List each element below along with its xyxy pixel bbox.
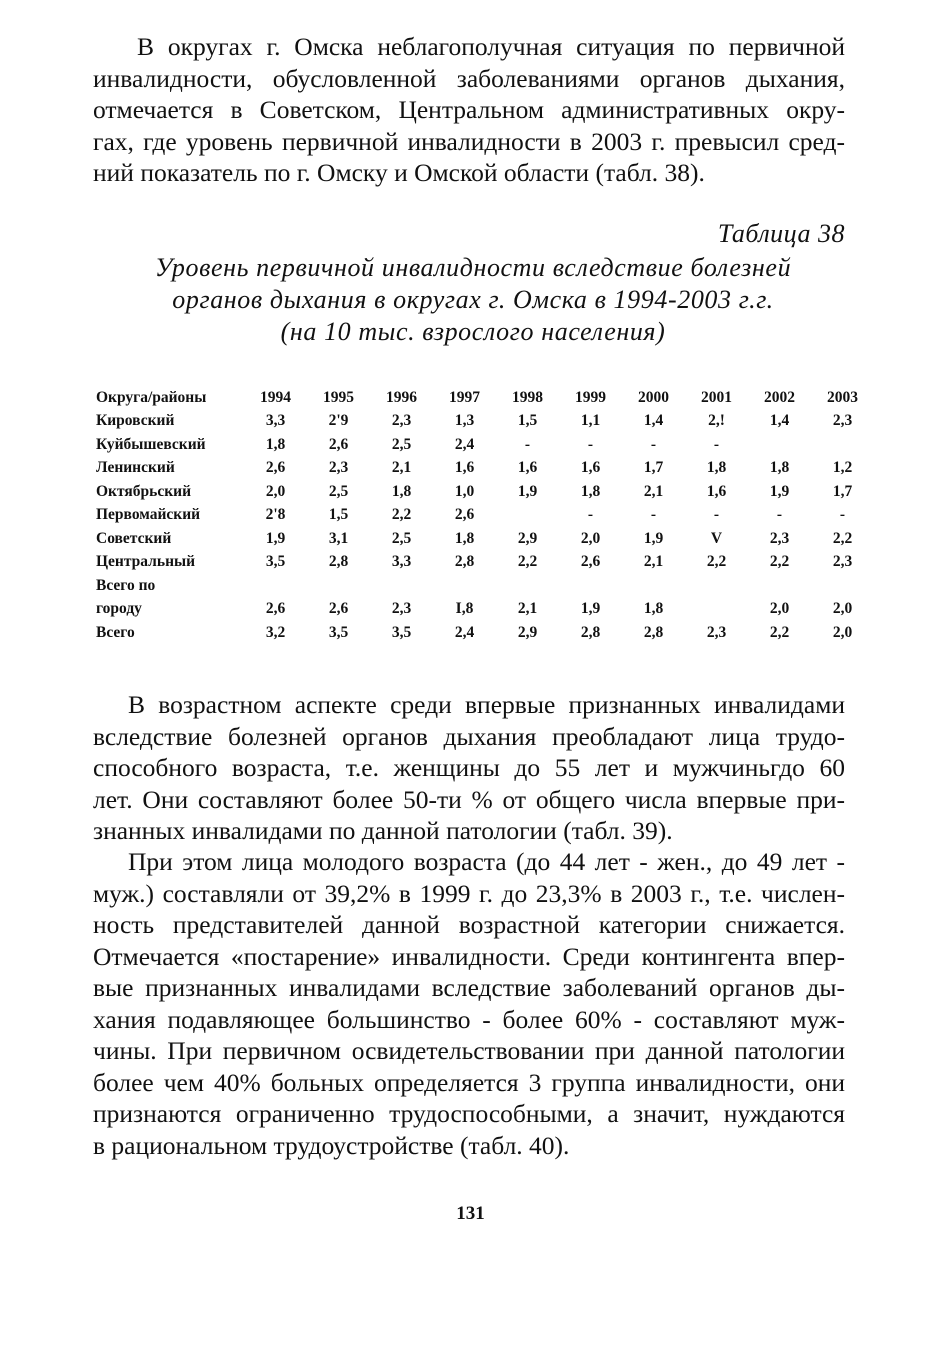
value-cell: 2,0 [580, 529, 601, 547]
value-cell: 2,4 [454, 435, 475, 453]
text-line: гах, где уровень первичной инвалидности в 2003 г. превысил сред- [93, 126, 845, 156]
header-cell: 2002 [764, 388, 795, 406]
value-cell [433, 574, 496, 598]
value-cell [811, 574, 874, 598]
value-cell: 1,3 [454, 412, 475, 430]
value-cell: 2,0 [265, 482, 286, 500]
value-cell: 1,5 [517, 412, 538, 430]
table-row [96, 410, 874, 434]
value-cell: 2,2 [391, 506, 412, 524]
table-row [96, 433, 874, 457]
value-cell: 1,5 [328, 506, 349, 524]
table-row [96, 504, 874, 528]
value-cell: 2'8 [265, 506, 286, 524]
value-cell: 2,3 [391, 412, 412, 430]
value-cell: 1,1 [580, 412, 601, 430]
paragraph-2 [93, 689, 845, 847]
table-body [96, 410, 874, 645]
row-label-cell: городу [96, 600, 142, 618]
value-cell: 1,7 [643, 459, 664, 477]
value-cell [496, 504, 559, 528]
value-cell: - [776, 506, 783, 524]
value-cell: 2,9 [517, 529, 538, 547]
value-cell: 2,2 [517, 553, 538, 571]
text-line: ность представителей данной возрастной категории снижается. [93, 910, 845, 939]
value-cell: 2,3 [769, 529, 790, 547]
value-cell: 2,9 [517, 623, 538, 641]
text-line: инвалидности, обусловленной заболеваниями органов дыхания, [93, 63, 845, 93]
page-number: 131 [456, 1203, 485, 1224]
text-line: лет. Они составляют более 50-ти % от общего числа впервые при- [93, 784, 845, 814]
value-cell: 1,6 [706, 482, 727, 500]
value-cell: - [587, 435, 594, 453]
value-cell: 1,8 [454, 529, 475, 547]
value-cell: 2,4 [454, 623, 475, 641]
header-cell: 2003 [827, 388, 858, 406]
value-cell: - [713, 506, 720, 524]
value-cell: 2,3 [706, 623, 727, 641]
text-line: муж.) составляли от 39,2% в 1999 г. до 23,3% в 2003 г., т.е. числен- [93, 878, 845, 908]
value-cell: 2,6 [454, 506, 475, 524]
header-cell: 1995 [323, 388, 354, 406]
value-cell [811, 433, 874, 457]
value-cell: 2,1 [643, 482, 664, 500]
value-cell: 1,8 [580, 482, 601, 500]
row-label-cell: Всего [96, 623, 135, 641]
value-cell [559, 574, 622, 598]
value-cell: - [650, 435, 657, 453]
value-cell: 3,5 [265, 553, 286, 571]
value-cell: 1,6 [580, 459, 601, 477]
table-row [96, 551, 874, 575]
row-label-cell: Кировский [96, 412, 175, 430]
header-cell: 1994 [260, 388, 291, 406]
value-cell: - [839, 506, 846, 524]
value-cell: 2,2 [832, 529, 853, 547]
text-line: чины. При первичном освидетельствовании при данной патологии [93, 1036, 845, 1065]
text-line: более чем 40% больных определяется 3 группа инвалидности, они [93, 1067, 845, 1097]
text-line: способного возраста, т.е. женщины до 55 лет и мужчиньгдо 60 [93, 753, 845, 782]
value-cell: 2,6 [328, 600, 349, 618]
value-cell: 2,2 [706, 553, 727, 571]
value-cell: 3,2 [265, 623, 286, 641]
value-cell: 2'9 [328, 412, 349, 430]
value-cell: 2,5 [328, 482, 349, 500]
value-cell: 1,4 [769, 412, 790, 430]
paragraph-3 [93, 846, 845, 1161]
row-label-cell: Советский [96, 529, 172, 547]
value-cell: - [524, 435, 531, 453]
table-row [96, 574, 874, 598]
table-title [93, 252, 853, 348]
table-row [96, 598, 874, 622]
disability-table [96, 386, 874, 645]
value-cell: - [713, 435, 720, 453]
row-label-cell: Центральный [96, 553, 196, 571]
value-cell: 2,2 [769, 553, 790, 571]
header-cell: 1999 [575, 388, 606, 406]
table-title-line: (на 10 тыс. взрослого населения) [280, 317, 666, 346]
row-label-cell: Всего по [96, 576, 156, 594]
row-label-cell: Куйбышевский [96, 435, 206, 453]
value-cell: I,8 [455, 600, 474, 618]
text-line: знанных инвалидами по данной патологии (табл. 39). [93, 816, 673, 845]
text-line: признаются ограниченно трудоспособными, а значит, нуждаются [93, 1099, 845, 1128]
value-cell: 2,1 [391, 459, 412, 477]
text-line: хания подавляющее большинство - более 60% - составляют муж- [93, 1004, 845, 1034]
value-cell: 1,8 [391, 482, 412, 500]
value-cell: 3,1 [328, 529, 349, 547]
value-cell: 2,6 [265, 600, 286, 618]
text-line: ний показатель по г. Омску и Омской области (табл. 38). [93, 158, 705, 187]
text-line: вые признанных инвалидами вследствие заболеваний органов ды- [93, 973, 845, 1002]
value-cell: 2,3 [832, 412, 853, 430]
value-cell: V [710, 529, 723, 547]
value-cell: 1,9 [769, 482, 790, 500]
value-cell: 2,8 [328, 553, 349, 571]
value-cell: 1,8 [643, 600, 664, 618]
value-cell: 2,6 [265, 459, 286, 477]
table-header-row [96, 386, 874, 410]
value-cell: 2,5 [391, 529, 412, 547]
value-cell: 1,6 [517, 459, 538, 477]
header-cell: 1998 [512, 388, 543, 406]
value-cell [748, 574, 811, 598]
table-row [96, 480, 874, 504]
value-cell [685, 598, 748, 622]
value-cell: 1,8 [769, 459, 790, 477]
value-cell: 2,! [708, 412, 725, 430]
value-cell [622, 574, 685, 598]
value-cell: 2,0 [832, 623, 853, 641]
value-cell: 3,3 [391, 553, 412, 571]
value-cell: 1,4 [643, 412, 664, 430]
row-label-cell: Октябрьский [96, 482, 192, 500]
value-cell: 2,3 [832, 553, 853, 571]
table-number: Таблица 38 [717, 219, 845, 248]
value-cell: 2,3 [328, 459, 349, 477]
value-cell: 1,6 [454, 459, 475, 477]
table-row [96, 527, 874, 551]
value-cell: 1,9 [265, 529, 286, 547]
value-cell: 1,2 [832, 459, 853, 477]
text-line: При этом лица молодого возраста (до 44 лет - жен., до 49 лет - [128, 847, 845, 876]
table-title-line: органов дыхания в округах г. Омска в 1994-2003 г.г. [172, 285, 774, 314]
value-cell [496, 574, 559, 598]
table-title-line: Уровень первичной инвалидности вследствие болезней [154, 253, 792, 282]
value-cell: 1,9 [517, 482, 538, 500]
value-cell [307, 574, 370, 598]
header-cell: 1996 [386, 388, 417, 406]
text-line: вследствие болезней органов дыхания преобладают лица трудо- [93, 721, 845, 751]
text-line: отмечается в Советском, Центральном административных окру- [93, 95, 845, 124]
value-cell: 1,8 [265, 435, 286, 453]
value-cell: 1,0 [454, 482, 475, 500]
value-cell [748, 433, 811, 457]
value-cell [685, 574, 748, 598]
row-label-cell: Первомайский [96, 506, 201, 524]
value-cell [370, 574, 433, 598]
value-cell: 1,8 [706, 459, 727, 477]
header-cell: 2000 [638, 388, 669, 406]
header-cell: Округа/районы [96, 388, 207, 406]
value-cell: 1,9 [643, 529, 664, 547]
value-cell: 3,5 [328, 623, 349, 641]
value-cell: 2,1 [517, 600, 538, 618]
value-cell: 2,5 [391, 435, 412, 453]
value-cell: 2,6 [328, 435, 349, 453]
value-cell: 2,8 [643, 623, 664, 641]
table-row [96, 457, 874, 481]
text-line: В возрастном аспекте среди впервые признанных инвалидами [128, 690, 845, 719]
value-cell: 2,8 [580, 623, 601, 641]
value-cell: 2,1 [643, 553, 664, 571]
value-cell [244, 574, 307, 598]
value-cell: 2,6 [580, 553, 601, 571]
value-cell: 1,9 [580, 600, 601, 618]
value-cell: 3,5 [391, 623, 412, 641]
value-cell: 2,3 [391, 600, 412, 618]
value-cell: 2,2 [769, 623, 790, 641]
value-cell: 1,7 [832, 482, 853, 500]
header-cell: 2001 [701, 388, 732, 406]
row-label-cell: Ленинский [96, 459, 175, 477]
text-line: В округах г. Омска неблагополучная ситуация по первичной [137, 32, 845, 61]
table-row [96, 621, 874, 645]
paragraph-1 [93, 31, 845, 189]
value-cell: 2,0 [832, 600, 853, 618]
text-line: в рациональном трудоустройстве (табл. 40). [93, 1130, 570, 1160]
text-line: Отмечается «постарение» инвалидности. Среди контингента впер- [93, 941, 845, 971]
value-cell: 2,0 [769, 600, 790, 618]
value-cell: 2,8 [454, 553, 475, 571]
value-cell: - [587, 506, 594, 524]
header-cell: 1997 [449, 388, 480, 406]
value-cell: 3,3 [265, 412, 286, 430]
value-cell: - [650, 506, 657, 524]
